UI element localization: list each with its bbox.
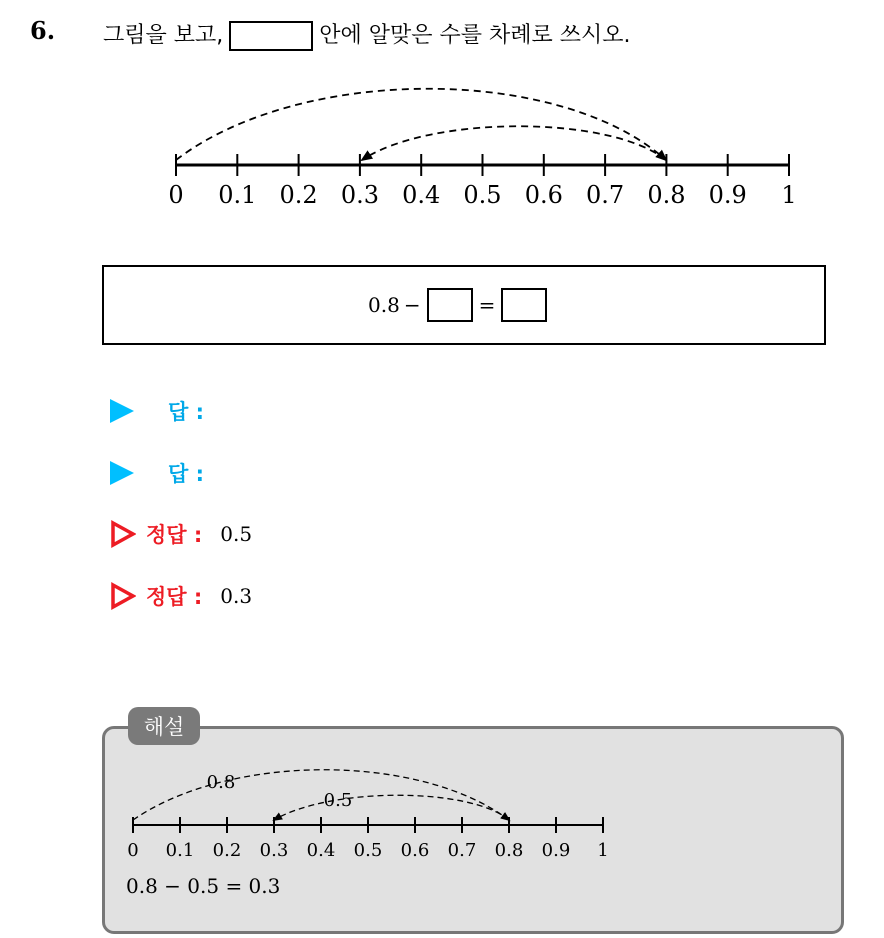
solution-arc-0-to-0.8 [133, 770, 509, 820]
answer-row-1 [110, 396, 222, 426]
solution-tick-label: 0.1 [165, 840, 195, 861]
solution-tag: 해설 [128, 707, 200, 745]
question-number: 6. [30, 16, 56, 45]
number-line-ticks [168, 154, 796, 209]
solution-tick-label: 0.2 [212, 840, 242, 861]
arc-label-0.8: 0.8 [206, 772, 236, 793]
solution-tick-label: 1 [597, 840, 609, 861]
arc-label-0.5: 0.5 [323, 790, 353, 811]
number-line-tick-label: 1 [781, 181, 797, 209]
play-triangle-icon [110, 399, 134, 423]
number-line-tick-label: 0.9 [708, 181, 747, 209]
solution-tick-label: 0.3 [259, 840, 289, 861]
solution-tick-label: 0 [127, 840, 139, 861]
answer-box-2[interactable] [501, 288, 547, 322]
solution-tick-label: 0.7 [447, 840, 477, 861]
outline-triangle-icon [110, 582, 136, 610]
equation-start: 0.8 [368, 293, 400, 317]
number-line-tick-label: 0.3 [340, 181, 379, 209]
answer-row-2 [110, 458, 222, 488]
arc-0.8-to-0.3 [362, 126, 666, 160]
correct-answer-label: 정답 : [146, 585, 203, 609]
solution-tick-label: 0.4 [306, 840, 336, 861]
correct-answer-row-2 [110, 581, 252, 611]
answer-label: 답 : [168, 462, 204, 486]
solution-number-line [0, 755, 884, 865]
solution-equation: 0.8 − 0.5 = 0.3 [126, 874, 281, 898]
number-line [0, 70, 884, 220]
answer-box-1[interactable] [427, 288, 473, 322]
answer-label: 답 : [168, 400, 204, 424]
question-text [103, 18, 631, 51]
solution-ticks [127, 817, 608, 861]
number-line-tick-label: 0.7 [586, 181, 625, 209]
solution-tick-label: 0.8 [494, 840, 524, 861]
play-triangle-icon [110, 461, 134, 485]
number-line-tick-label: 0.8 [647, 181, 686, 209]
correct-answer-value: 0.3 [220, 584, 253, 608]
number-line-tick-label: 0.6 [524, 181, 563, 209]
question-text-before: 그림을 보고, [103, 23, 224, 48]
number-line-tick-label: 0.4 [402, 181, 441, 209]
correct-answer-row-1 [110, 519, 252, 549]
solution-tick-label: 0.5 [353, 840, 383, 861]
solution-tick-label: 0.9 [541, 840, 571, 861]
blank-box [229, 21, 313, 51]
number-line-tick-label: 0.5 [463, 181, 502, 209]
solution-tick-label: 0.6 [400, 840, 430, 861]
equation [368, 288, 553, 322]
outline-triangle-icon [110, 520, 136, 548]
minus-sign: − [403, 293, 421, 317]
correct-answer-label: 정답 : [146, 523, 203, 547]
arc-0-to-0.8 [176, 89, 666, 160]
number-line-tick-label: 0.1 [218, 181, 257, 209]
equals-sign: = [478, 293, 496, 317]
correct-answer-value: 0.5 [220, 522, 253, 546]
number-line-tick-label: 0.2 [279, 181, 318, 209]
question-text-after: 안에 알맞은 수를 차례로 쓰시오. [319, 23, 631, 48]
number-line-tick-label: 0 [168, 181, 184, 209]
